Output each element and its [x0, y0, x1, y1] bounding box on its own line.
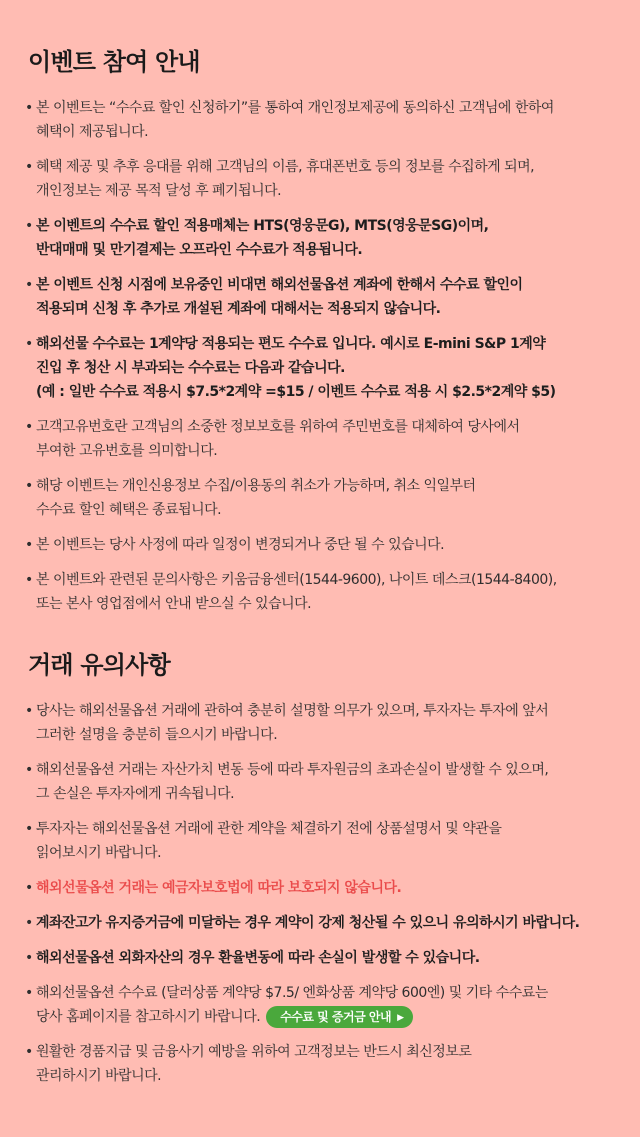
event-guide-item-text: 본 이벤트의 수수료 할인 적용매체는 HTS(영웅문G), MTS(영웅문SG)이며, 반대매매 및 만기결제는 오프라인 수수료가 적용됩니다.	[36, 218, 489, 258]
event-guide-list	[28, 96, 630, 616]
event-guide-item	[28, 415, 630, 463]
trading-caution-title: 거래 유의사항	[28, 651, 170, 679]
event-guide-title: 이벤트 참여 안내	[28, 48, 200, 76]
event-guide-item	[28, 96, 630, 144]
trading-caution-item-text: 해외선물옵션 수수료 (달러상품 계약당 $7.5/ 엔화상품 계약당 600엔) 및 기타 수수료는 당사 홈페이지를 참고하시기 바랍니다.	[36, 985, 548, 1025]
event-guide-item-text: 해당 이벤트는 개인신용정보 수집/이용동의 취소가 가능하며, 취소 익일부터 수수료 할인 혜택은 종료됩니다.	[36, 478, 476, 518]
event-guide-item	[28, 155, 630, 203]
trading-caution-item	[28, 699, 630, 747]
event-guide-item	[28, 533, 630, 557]
event-guide-item-text: 해외선물 수수료는 1계약당 적용되는 편도 수수료 입니다. 예시로 E-mini S&P 1계약 진입 후 청산 시 부과되는 수수료는 다음과 같습니다. (예 : 일반 수수료 적용시 $7.5*2계약 =$15 / 이벤트 수수료 적용 시 $2.5*2계약 $5)	[36, 336, 556, 400]
event-guide-item-text: 고객고유번호란 고객님의 소중한 정보보호를 위하여 주민번호를 대체하여 당사에서 부여한 고유번호를 의미합니다.	[36, 419, 520, 459]
trading-caution-item-text: 해외선물옵션 거래는 자산가치 변동 등에 따라 투자원금의 초과손실이 발생할 수 있으며, 그 손실은 투자자에게 귀속됩니다.	[36, 762, 549, 802]
event-guide-item	[28, 214, 630, 262]
trading-caution-item	[28, 981, 630, 1029]
caret-right-icon: ▶	[397, 1013, 404, 1023]
trading-caution-item-text: 해외선물옵션 외화자산의 경우 환율변동에 따라 손실이 발생할 수 있습니다.	[36, 950, 480, 966]
trading-caution-item-text: 투자자는 해외선물옵션 거래에 관한 계약을 체결하기 전에 상품설명서 및 약관을 읽어보시기 바랍니다.	[36, 821, 502, 861]
fee-and-margin-guide-button-label: 수수료 및 증거금 안내	[280, 1010, 392, 1024]
event-guide-item-text: 본 이벤트는 “수수료 할인 신청하기”를 통하여 개인정보제공에 동의하신 고객님에 한하여 혜택이 제공됩니다.	[36, 100, 554, 140]
trading-caution-list	[28, 699, 630, 1088]
event-guide-item-text: 본 이벤트는 당사 사정에 따라 일정이 변경되거나 중단 될 수 있습니다.	[36, 537, 445, 553]
event-guide-item	[28, 474, 630, 522]
trading-caution-item	[28, 817, 630, 865]
event-guide-item	[28, 273, 630, 321]
trading-caution-item-warning	[28, 876, 630, 900]
trading-caution-item-text: 계좌잔고가 유지증거금에 미달하는 경우 계약이 강제 청산될 수 있으니 유의하시기 바랍니다.	[36, 915, 580, 931]
event-guide-item-text: 본 이벤트와 관련된 문의사항은 키움금융센터(1544-9600), 나이트 데스크(1544-8400), 또는 본사 영업점에서 안내 받으실 수 있습니다.	[36, 572, 557, 612]
trading-caution-item-text: 원활한 경품지급 및 금융사기 예방을 위하여 고객정보는 반드시 최신정보로 관리하시기 바랍니다.	[36, 1044, 472, 1084]
fee-and-margin-guide-button[interactable]	[266, 1006, 413, 1028]
event-guide-item	[28, 332, 630, 404]
trading-caution-item	[28, 946, 630, 970]
event-guide-item	[28, 568, 630, 616]
trading-caution-item	[28, 911, 630, 935]
trading-caution-item	[28, 758, 630, 806]
trading-caution-item-text: 해외선물옵션 거래는 예금자보호법에 따라 보호되지 않습니다.	[36, 880, 402, 896]
event-guide-item-text: 본 이벤트 신청 시점에 보유중인 비대면 해외선물옵션 계좌에 한해서 수수료 할인이 적용되며 신청 후 추가로 개설된 계좌에 대해서는 적용되지 않습니다.	[36, 277, 523, 317]
trading-caution-item	[28, 1040, 630, 1088]
event-guide-item-text: 혜택 제공 및 추후 응대를 위해 고객님의 이름, 휴대폰번호 등의 정보를 수집하게 되며, 개인정보는 제공 목적 달성 후 폐기됩니다.	[36, 159, 535, 199]
trading-caution-item-text: 당사는 해외선물옵션 거래에 관하여 충분히 설명할 의무가 있으며, 투자자는 투자에 앞서 그러한 설명을 충분히 들으시기 바랍니다.	[36, 703, 549, 743]
